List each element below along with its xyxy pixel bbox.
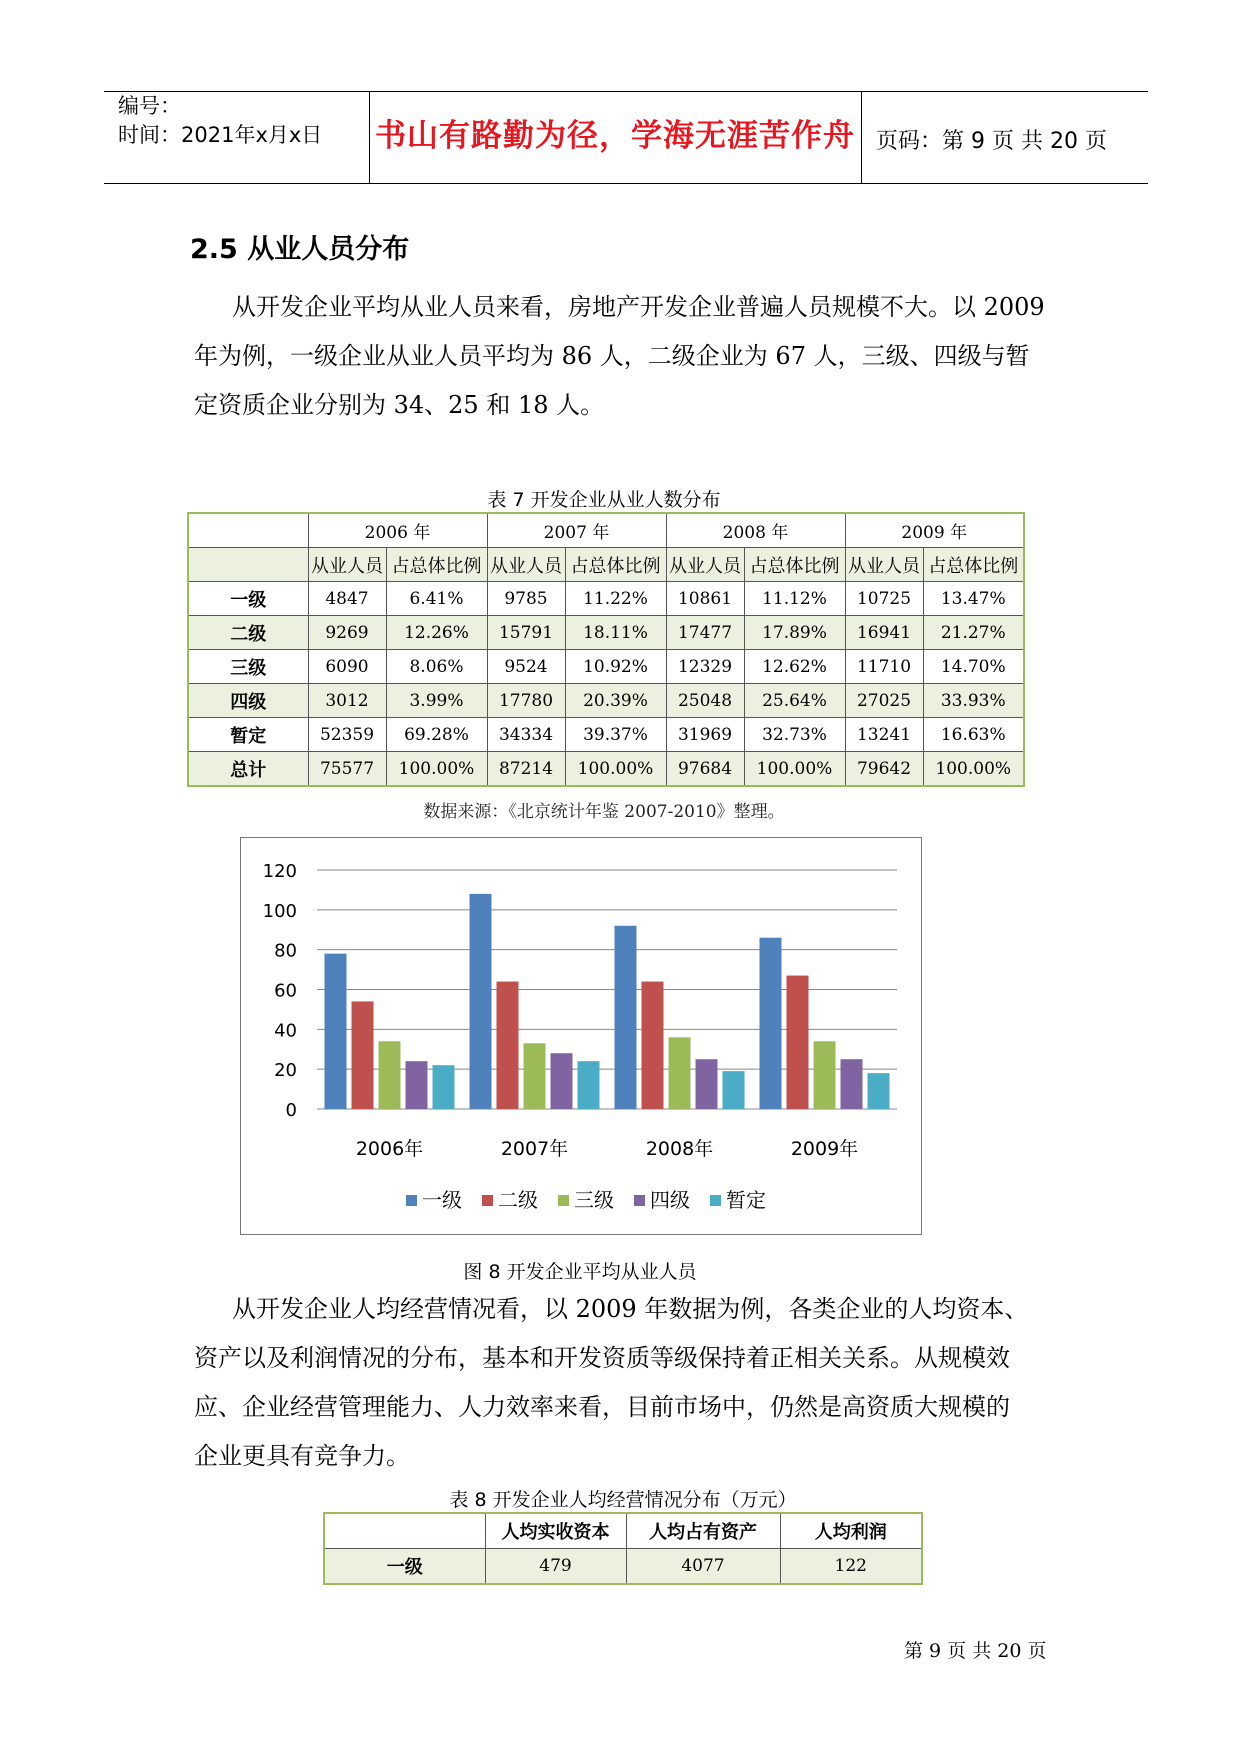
table-row bbox=[188, 650, 1024, 684]
table-cell: 100.00% bbox=[744, 752, 845, 787]
table-corner bbox=[324, 1513, 485, 1549]
subheader-employees: 从业人员 bbox=[308, 548, 386, 582]
table-row bbox=[188, 684, 1024, 718]
y-tick-label: 100 bbox=[262, 900, 297, 922]
y-tick-label: 0 bbox=[285, 1100, 297, 1121]
table-cell: 12.26% bbox=[386, 616, 487, 650]
table-cell: 122 bbox=[780, 1549, 922, 1585]
table-cell: 4847 bbox=[308, 582, 386, 616]
header-profit: 人均利润 bbox=[780, 1513, 922, 1549]
table-corner bbox=[188, 548, 308, 582]
table-cell: 10.92% bbox=[565, 650, 666, 684]
y-tick-label: 60 bbox=[274, 980, 297, 1002]
bar bbox=[723, 1071, 745, 1109]
bar-chart bbox=[241, 838, 921, 1234]
header-number: 编号： bbox=[118, 94, 181, 118]
table-corner bbox=[188, 513, 308, 548]
paragraph-line: 应、企业经营管理能力、人力效率来看，目前市场中，仍然是高资质大规模的 bbox=[194, 1393, 1010, 1421]
figure8-caption: 图 8 开发企业平均从业人员 bbox=[463, 1261, 697, 1283]
table-cell: 17.89% bbox=[744, 616, 845, 650]
legend-label: 二级 bbox=[498, 1188, 538, 1212]
row-label: 四级 bbox=[188, 684, 308, 718]
header-motto: 书山有路勤为径，学海无涯苦作舟 bbox=[375, 118, 855, 154]
subheader-employees: 从业人员 bbox=[845, 548, 923, 582]
table-cell: 97684 bbox=[666, 752, 744, 787]
table-cell: 9269 bbox=[308, 616, 386, 650]
table-cell: 20.39% bbox=[565, 684, 666, 718]
table7-caption: 表 7 开发企业从业人数分布 bbox=[487, 489, 721, 511]
subheader-share: 占总体比例 bbox=[923, 548, 1024, 582]
paragraph-line: 年为例，一级企业从业人员平均为 86 人，二级企业为 67 人，三级、四级与暂 bbox=[194, 342, 1030, 370]
bar bbox=[578, 1061, 600, 1109]
table-cell: 11.22% bbox=[565, 582, 666, 616]
table-cell: 100.00% bbox=[386, 752, 487, 787]
table-cell: 100.00% bbox=[565, 752, 666, 787]
table-row bbox=[188, 752, 1024, 787]
bar bbox=[325, 954, 347, 1109]
table-cell: 6090 bbox=[308, 650, 386, 684]
table-cell: 16941 bbox=[845, 616, 923, 650]
paragraph-line: 资产以及利润情况的分布，基本和开发资质等级保持着正相关关系。从规模效 bbox=[194, 1344, 1010, 1372]
legend-swatch bbox=[406, 1195, 417, 1206]
table8 bbox=[323, 1512, 923, 1585]
table-cell: 33.93% bbox=[923, 684, 1024, 718]
header-assets: 人均占有资产 bbox=[626, 1513, 780, 1549]
table-cell: 10725 bbox=[845, 582, 923, 616]
table-row bbox=[188, 616, 1024, 650]
paragraph-line: 企业更具有竞争力。 bbox=[194, 1442, 410, 1470]
bar bbox=[379, 1041, 401, 1109]
subheader-share: 占总体比例 bbox=[386, 548, 487, 582]
legend-label: 四级 bbox=[650, 1188, 690, 1212]
table-cell: 75577 bbox=[308, 752, 386, 787]
figure8-chart bbox=[240, 837, 922, 1235]
table-cell: 9524 bbox=[487, 650, 565, 684]
paragraph-line: 从开发企业人均经营情况看，以 2009 年数据为例，各类企业的人均资本、 bbox=[232, 1295, 1029, 1323]
table-cell: 4077 bbox=[626, 1549, 780, 1585]
bar bbox=[406, 1061, 428, 1109]
table-cell: 100.00% bbox=[923, 752, 1024, 787]
table-cell: 52359 bbox=[308, 718, 386, 752]
subheader-share: 占总体比例 bbox=[744, 548, 845, 582]
header-capital: 人均实收资本 bbox=[485, 1513, 626, 1549]
legend-label: 暂定 bbox=[726, 1188, 766, 1212]
table-cell: 12.62% bbox=[744, 650, 845, 684]
paragraph-line: 定资质企业分别为 34、25 和 18 人。 bbox=[194, 391, 605, 419]
table-row bbox=[188, 582, 1024, 616]
table8-caption: 表 8 开发企业人均经营情况分布（万元） bbox=[449, 1489, 797, 1511]
y-tick-label: 80 bbox=[274, 940, 297, 962]
table-cell: 10861 bbox=[666, 582, 744, 616]
bar bbox=[497, 982, 519, 1109]
table-cell: 18.11% bbox=[565, 616, 666, 650]
table-cell: 15791 bbox=[487, 616, 565, 650]
table-cell: 87214 bbox=[487, 752, 565, 787]
table-row bbox=[324, 1549, 922, 1585]
x-tick-label: 2009年 bbox=[790, 1138, 859, 1160]
table-cell: 11.12% bbox=[744, 582, 845, 616]
bar bbox=[352, 1001, 374, 1109]
table-cell: 31969 bbox=[666, 718, 744, 752]
bar bbox=[868, 1073, 890, 1109]
year-header: 2006 年 bbox=[308, 513, 487, 548]
table-cell: 34334 bbox=[487, 718, 565, 752]
paragraph-line: 从开发企业平均从业人员来看，房地产开发企业普遍人员规模不大。以 2009 bbox=[232, 293, 1045, 321]
table-cell: 11710 bbox=[845, 650, 923, 684]
table-cell: 14.70% bbox=[923, 650, 1024, 684]
table-row bbox=[188, 718, 1024, 752]
x-tick-label: 2008年 bbox=[645, 1138, 714, 1160]
table-cell: 3.99% bbox=[386, 684, 487, 718]
table7-year-row bbox=[188, 513, 1024, 548]
row-label: 三级 bbox=[188, 650, 308, 684]
table7 bbox=[187, 512, 1025, 787]
header-page-number: 页码：第 9 页 共 20 页 bbox=[876, 129, 1107, 154]
legend-swatch bbox=[710, 1195, 721, 1206]
row-label: 总计 bbox=[188, 752, 308, 787]
bar bbox=[615, 926, 637, 1109]
subheader-employees: 从业人员 bbox=[487, 548, 565, 582]
table-cell: 17780 bbox=[487, 684, 565, 718]
bar bbox=[841, 1059, 863, 1109]
table-cell: 13.47% bbox=[923, 582, 1024, 616]
paragraph-2 bbox=[194, 1285, 1054, 1481]
bar bbox=[524, 1043, 546, 1109]
table-cell: 13241 bbox=[845, 718, 923, 752]
year-header: 2008 年 bbox=[666, 513, 845, 548]
row-label: 一级 bbox=[188, 582, 308, 616]
subheader-share: 占总体比例 bbox=[565, 548, 666, 582]
row-label: 暂定 bbox=[188, 718, 308, 752]
legend-swatch bbox=[634, 1195, 645, 1206]
year-header: 2007 年 bbox=[487, 513, 666, 548]
paragraph-1 bbox=[194, 283, 1054, 430]
header-divider-right bbox=[861, 91, 862, 184]
table-cell: 17477 bbox=[666, 616, 744, 650]
table-cell: 39.37% bbox=[565, 718, 666, 752]
table-cell: 8.06% bbox=[386, 650, 487, 684]
y-tick-label: 120 bbox=[262, 861, 297, 882]
row-label: 一级 bbox=[324, 1549, 485, 1585]
section-title: 2.5 从业人员分布 bbox=[190, 234, 410, 265]
table-cell: 32.73% bbox=[744, 718, 845, 752]
header-time: 时间：2021年x月x日 bbox=[118, 123, 323, 147]
table-cell: 3012 bbox=[308, 684, 386, 718]
bar bbox=[470, 894, 492, 1109]
y-tick-label: 20 bbox=[274, 1060, 297, 1082]
table7-subheader-row bbox=[188, 548, 1024, 582]
legend-label: 三级 bbox=[574, 1188, 614, 1212]
table8-header-row bbox=[324, 1513, 922, 1549]
page-footer: 第 9 页 共 20 页 bbox=[904, 1640, 1047, 1662]
bar bbox=[760, 938, 782, 1109]
year-header: 2009 年 bbox=[845, 513, 1024, 548]
header-bottom-rule bbox=[104, 183, 1148, 184]
table-cell: 6.41% bbox=[386, 582, 487, 616]
bar bbox=[787, 976, 809, 1109]
bar bbox=[551, 1053, 573, 1109]
table-cell: 479 bbox=[485, 1549, 626, 1585]
y-tick-label: 40 bbox=[274, 1020, 297, 1042]
legend-label: 一级 bbox=[422, 1188, 462, 1212]
bar bbox=[696, 1059, 718, 1109]
table-cell: 21.27% bbox=[923, 616, 1024, 650]
bar bbox=[814, 1041, 836, 1109]
table-cell: 25048 bbox=[666, 684, 744, 718]
table-cell: 9785 bbox=[487, 582, 565, 616]
row-label: 二级 bbox=[188, 616, 308, 650]
x-tick-label: 2007年 bbox=[500, 1138, 569, 1160]
table-cell: 79642 bbox=[845, 752, 923, 787]
bar bbox=[433, 1065, 455, 1109]
table-cell: 27025 bbox=[845, 684, 923, 718]
legend-swatch bbox=[482, 1195, 493, 1206]
table7-source: 数据来源：《北京统计年鉴 2007-2010》整理。 bbox=[423, 802, 785, 822]
subheader-employees: 从业人员 bbox=[666, 548, 744, 582]
table-cell: 25.64% bbox=[744, 684, 845, 718]
table-cell: 16.63% bbox=[923, 718, 1024, 752]
bar bbox=[669, 1037, 691, 1109]
table-cell: 12329 bbox=[666, 650, 744, 684]
header-meta bbox=[118, 92, 322, 150]
table-cell: 69.28% bbox=[386, 718, 487, 752]
bar bbox=[642, 982, 664, 1109]
legend-swatch bbox=[558, 1195, 569, 1206]
x-tick-label: 2006年 bbox=[355, 1138, 424, 1160]
